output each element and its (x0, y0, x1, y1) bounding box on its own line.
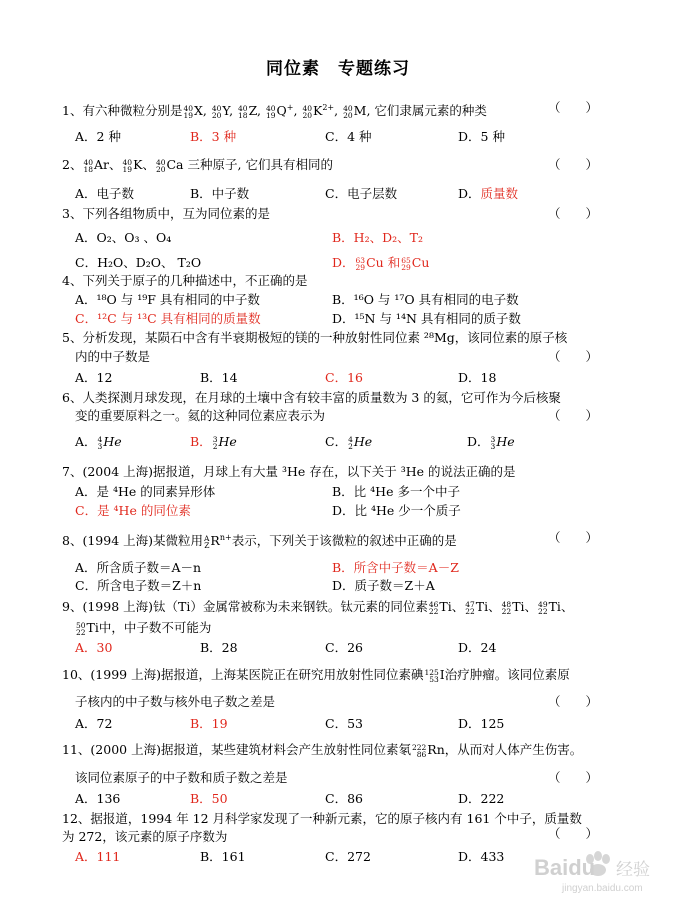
q2-option-a: A．电子数 (75, 186, 135, 201)
element-symbol: Q (276, 103, 287, 119)
question-1-stem: 1、有六种微粒分别是 40 19 X, 40 20 Y, 40 18 Z, 40 19 Q+, 40 20 $K^{2+}$, 40 20 M, 它们隶属元素的种类 (62, 103, 487, 120)
question-4-stem: 4、下列关于原子的几种描述中，不正确的是 (62, 273, 308, 288)
q5-option-d: D．18 (458, 370, 497, 385)
q9-option-d: D．24 (458, 640, 497, 655)
answer-paren-2: （ ） (548, 157, 599, 172)
nuclide-label: 46 22 (428, 599, 439, 616)
nuclide-label: 40 19 (183, 103, 194, 120)
q6-option-b: B． 3 2 He (190, 434, 237, 451)
q12-option-d: D．433 (458, 849, 505, 864)
watermark-brand: Baidu (534, 855, 596, 880)
element-symbol: Ti (475, 599, 489, 614)
nuclide-label: 49 22 (538, 599, 548, 616)
q2-option-c: C．电子层数 (325, 186, 398, 201)
q9-option-b: B．28 (200, 640, 238, 655)
q7-option-b: B．比 ⁴He 多一个中子 (332, 484, 460, 499)
q6-option-d: D． 3 3 He (467, 434, 515, 451)
question-8-stem: 8、(1994 上海)某微粒用 A Z $R^{n+}$表示，下列关于该微粒的叙述中正确的是 (62, 533, 457, 550)
nuclide-label: 40 19 (265, 103, 276, 120)
q7-option-a: A．是 ⁴He 的同素异形体 (75, 484, 216, 499)
page-title: 同位素 专题练习 (266, 59, 410, 79)
q8-option-d: D．质子数＝Z＋A (332, 578, 435, 593)
element-symbol: Y (222, 103, 230, 119)
element-symbol: Ca (166, 157, 184, 172)
q10-option-d: D．125 (458, 716, 505, 731)
q10-option-c: C．53 (325, 716, 363, 731)
q11-option-b: B．50 (190, 791, 228, 806)
nuclide-label: 40 20 (302, 103, 312, 120)
q10-option-a: A．72 (75, 716, 113, 731)
q7-option-d: D．比 ⁴He 少一个质子 (332, 503, 461, 518)
question-10-line1: 10、(1999 上海)据报道，上海某医院正在研究用放射性同位素碘 125 53 I治疗肿瘤。该同位素原 (62, 667, 570, 684)
answer-paren-6: （ ） (548, 408, 599, 423)
element-symbol: M (353, 103, 367, 119)
q9-option-a: A．30 (75, 640, 113, 655)
q8-option-a: A．所含质子数＝A－n (75, 560, 202, 575)
answer-paren-12: （ ） (548, 826, 599, 841)
question-6-line1: 6、人类探测月球发现，在月球的土壤中含有较丰富的质量数为 3 的氦，它可作为今后核聚 (62, 390, 561, 405)
q11-option-c: C．86 (325, 791, 363, 806)
baidu-jingyan-watermark (532, 843, 662, 895)
q3-option-d: D． 63 29 Cu 和 65 29 Cu (332, 255, 430, 272)
element-symbol: Ti (548, 599, 561, 614)
q11-option-d: D．222 (458, 791, 505, 806)
answer-paren-10: （ ） (548, 694, 599, 709)
q6-option-c: C． 4 2 He (325, 434, 373, 451)
q1-option-d: D．5 种 (458, 129, 505, 144)
question-11-line2: 该同位素原子的中子数和质子数之差是 (75, 770, 288, 785)
element-symbol: K (133, 157, 143, 172)
element-symbol: Ar (94, 157, 110, 172)
question-9-line1: 9、(1998 上海)钛（Ti）金属常被称为未来钢铁。钛元素的同位素 46 22 Ti、 47 22 Ti、 48 22 Ti、 49 22 Ti、 (62, 599, 574, 616)
q1-option-c: C．4 种 (325, 129, 372, 144)
q3-option-c: C．H₂O、D₂O、 T₂O (75, 255, 202, 270)
q4-option-c: C．¹²C 与 ¹³C 具有相同的质量数 (75, 311, 261, 326)
element-symbol: Ti (512, 599, 525, 614)
question-7-stem: 7、(2004 上海)据报道，月球上有大量 ³He 存在，以下关于 ³He 的说法正确的是 (62, 464, 516, 479)
element-symbol: Ti (439, 599, 452, 614)
watermark-cn: 经验 (616, 860, 650, 880)
question-10-line2: 子核内的中子数与核外电子数之差是 (75, 694, 276, 709)
answer-paren-5: （ ） (548, 349, 599, 364)
q11-option-a: A．136 (75, 791, 121, 806)
q9-option-c: C．26 (325, 640, 363, 655)
q1-option-a: A．2 种 (75, 129, 121, 144)
q7-option-c: C．是 ⁴He 的同位素 (75, 503, 191, 518)
q3-option-b: B．H₂、D₂、T₂ (332, 230, 423, 245)
question-5-line1: 5、分析发现，某陨石中含有半衰期极短的镁的一种放射性同位素 ²⁸Mg，该同位素的原子核 (62, 330, 568, 345)
question-9-line2: 50 22 Ti中，中子数不可能为 (76, 620, 212, 637)
q6-option-a: A． 4 3 He (75, 434, 122, 451)
nuclide-label: 40 19 (122, 157, 133, 174)
q4-option-a: A．¹⁸O 与 ¹⁹F 具有相同的中子数 (75, 292, 260, 307)
q8-option-c: C．所含电子数＝Z＋n (75, 578, 202, 593)
element-symbol: Z (248, 103, 258, 119)
question-12-line1: 12、据报道，1994 年 12 月科学家发现了一种新元素，它的原子核内有 161 个中子，质量数 (62, 811, 582, 826)
q12-option-a: A．111 (75, 849, 121, 864)
question-5-line2: 内的中子数是 (75, 349, 151, 364)
question-3-stem: 3、下列各组物质中，互为同位素的是 (62, 206, 270, 221)
q5-option-b: B．14 (200, 370, 238, 385)
question-11-line1: 11、(2000 上海)据报道，某些建筑材料会产生放射性同位素氡 222 86 Rn，从而对人体产生伤害。 (62, 742, 583, 759)
q5-option-a: A．12 (75, 370, 113, 385)
answer-paren-8: （ ） (548, 530, 599, 545)
q2-option-b: B．中子数 (190, 186, 250, 201)
watermark-logo-icon (532, 843, 662, 895)
q10-option-b: B．19 (190, 716, 228, 731)
watermark-url: jingyan.baidu.com (562, 883, 643, 894)
element-symbol: X (194, 103, 203, 119)
nuclide-label: 40 18 (83, 157, 93, 174)
question-6-line2: 变的重要原料之一。氦的这种同位素应表示为 (75, 408, 326, 423)
answer-paren-11: （ ） (548, 770, 599, 785)
answer-paren-1: （ ） (548, 100, 599, 115)
nuclide-label: 47 22 (465, 599, 475, 616)
nuclide-label: 40 20 (343, 103, 353, 120)
question-2-stem: 2、 40 18 Ar、 40 19 K、 40 20 Ca 三种原子, 它们具有相同的 (62, 157, 333, 174)
question-12-line2: 为 272，该元素的原子序数为 (62, 829, 228, 844)
nuclide-label: 40 18 (238, 103, 248, 120)
q4-option-d: D．¹⁵N 与 ¹⁴N 具有相同的质子数 (332, 311, 521, 326)
q12-option-b: B．161 (200, 849, 246, 864)
q3-option-a: A．O₂、O₃ 、O₄ (75, 230, 172, 245)
nuclide-label: 40 20 (211, 103, 222, 120)
q2-option-d: D．质量数 (458, 186, 519, 201)
answer-paren-3: （ ） (548, 206, 599, 221)
q4-option-b: B．¹⁶O 与 ¹⁷O 具有相同的电子数 (332, 292, 519, 307)
q8-option-b: B．所含中子数＝A－Z (332, 560, 459, 575)
nuclide-label: 40 20 (155, 157, 166, 174)
q5-option-c: C．16 (325, 370, 363, 385)
nuclide-label: 48 22 (501, 599, 512, 616)
q1-option-b: B．3 种 (190, 129, 237, 144)
q12-option-c: C．272 (325, 849, 371, 864)
element-symbol: K (312, 103, 323, 119)
